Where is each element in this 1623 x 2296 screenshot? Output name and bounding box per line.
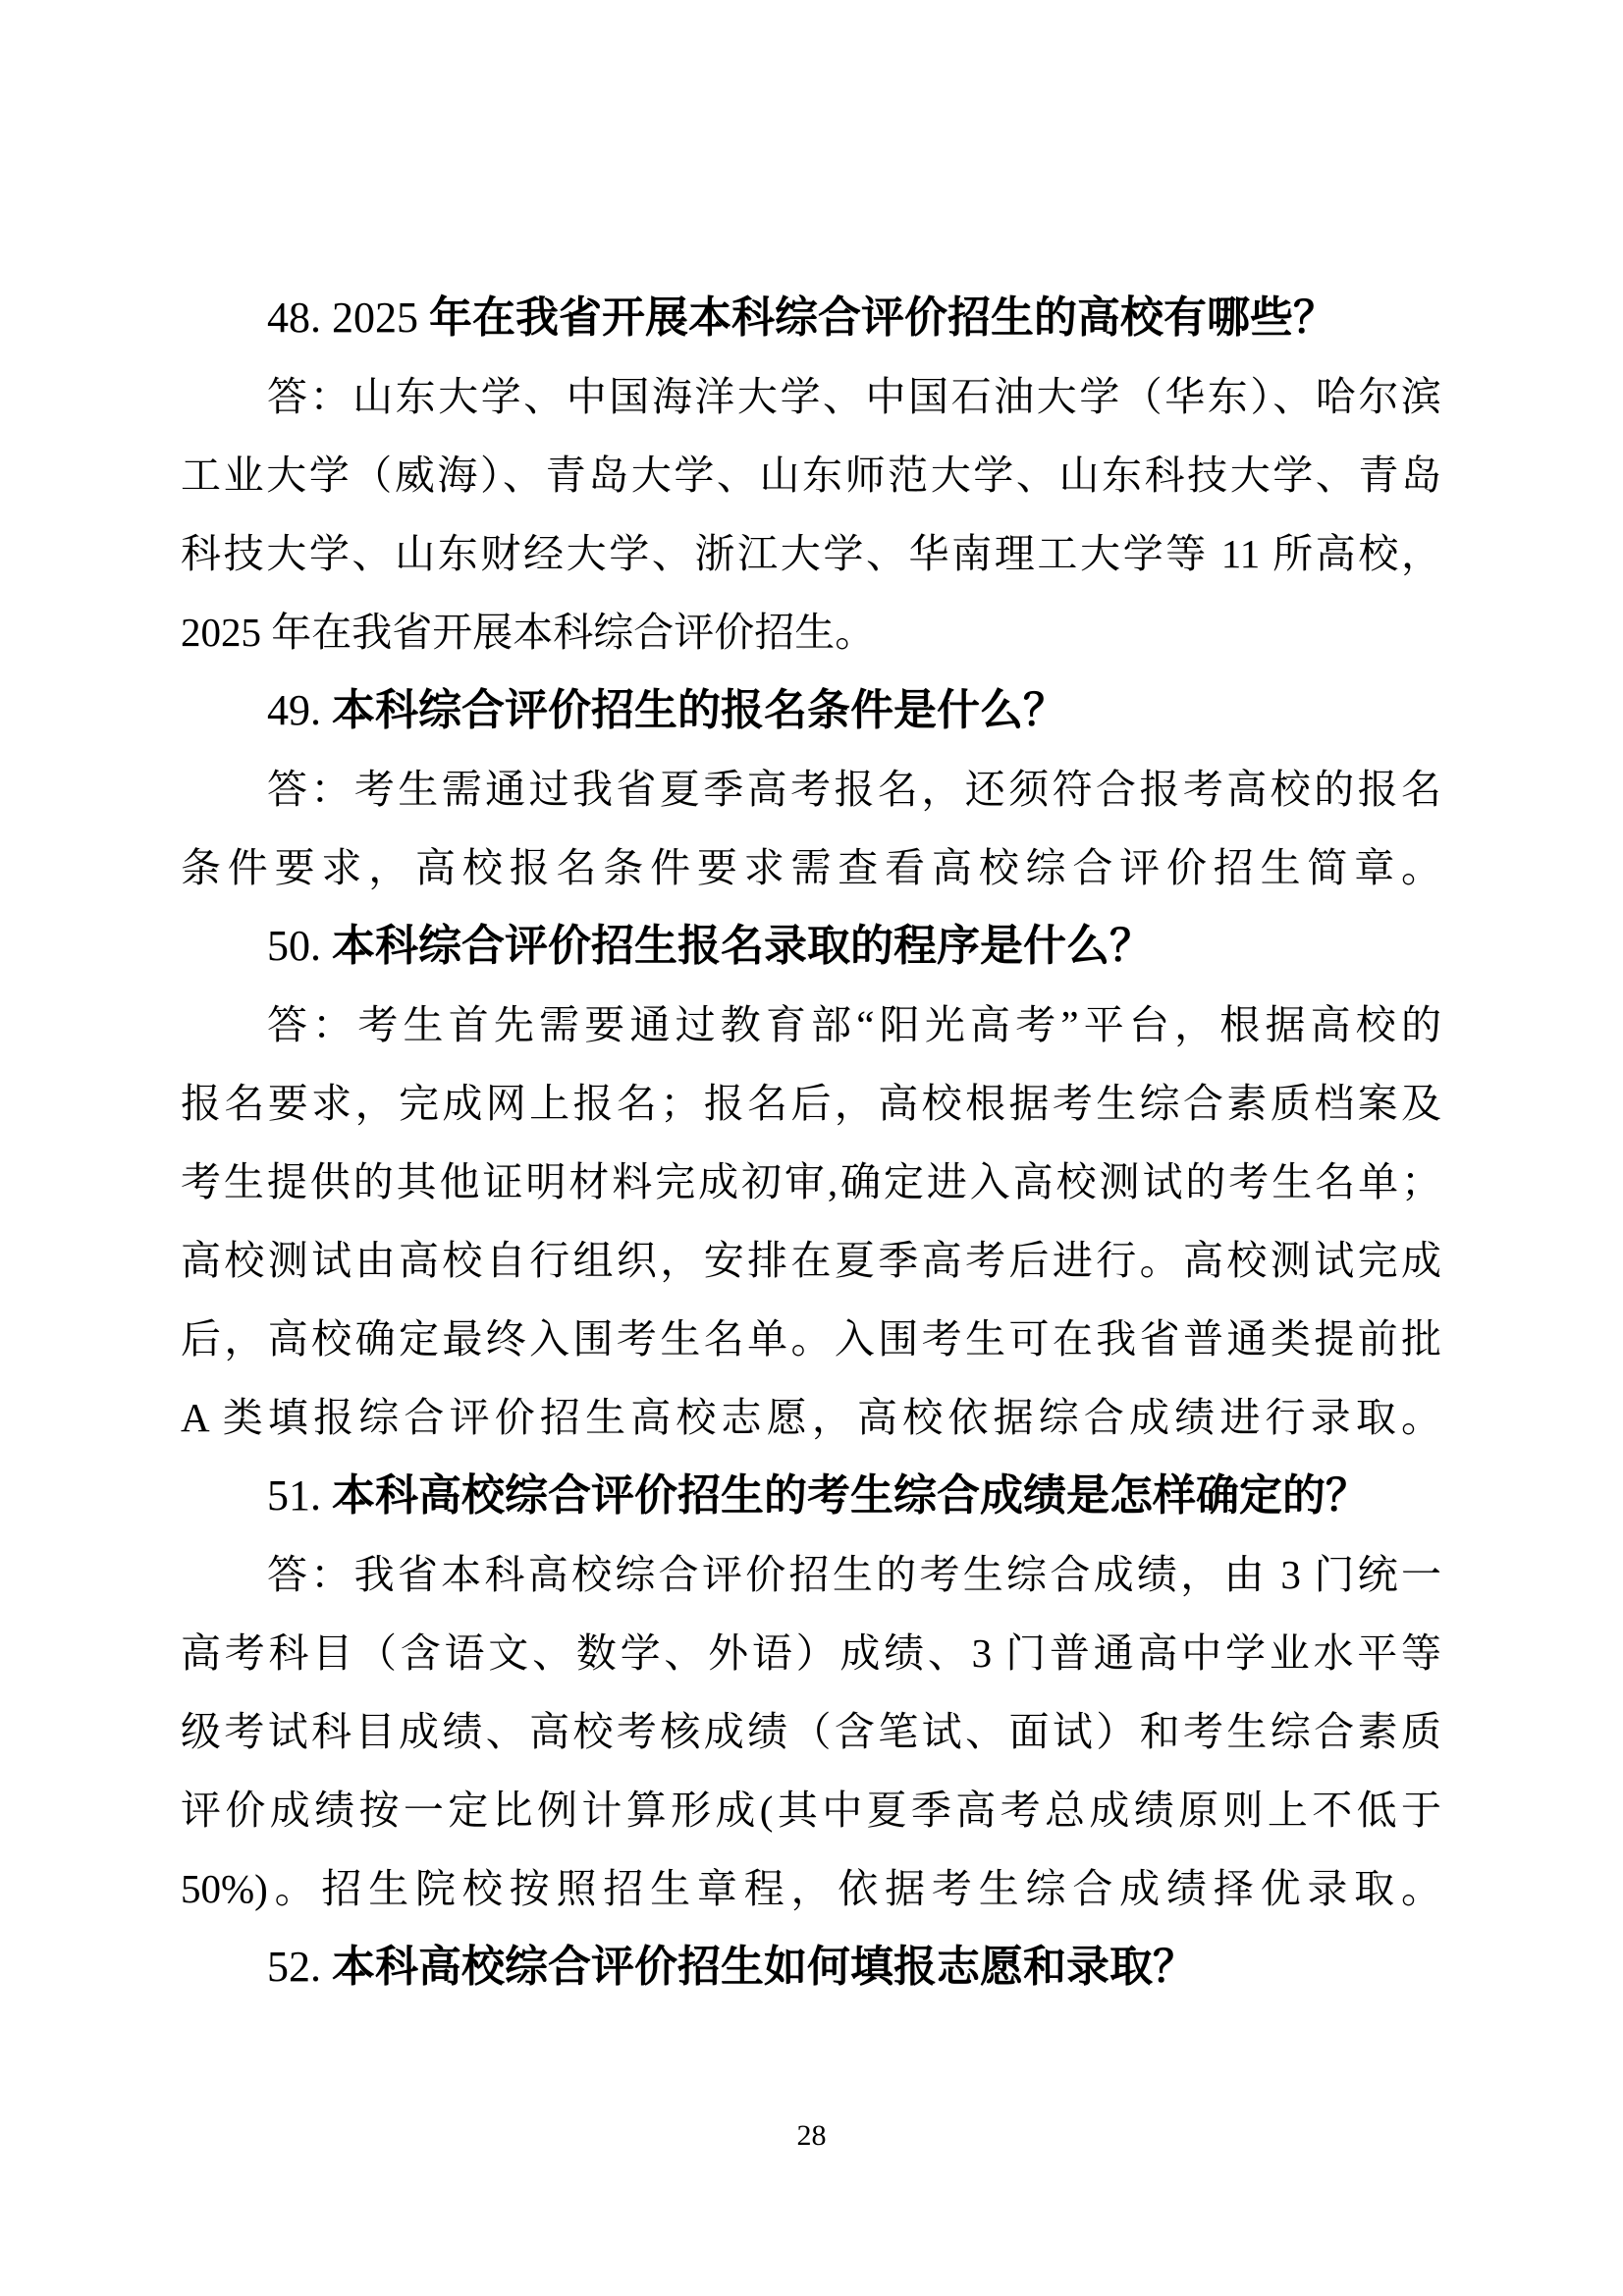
question-heading-line [181,279,1441,357]
question-heading-line [181,1928,1441,2006]
question-heading [181,1457,1441,1535]
answer-line: 评价成绩按一定比例计算形成(其中夏季高考总成绩原则上不低于 [181,1788,1441,1833]
document-content [181,279,1441,2006]
answer-paragraph [181,750,1441,907]
question-heading [181,279,1441,357]
answer-line: 考生提供的其他证明材料完成初审,确定进入高校测试的考生名单； [181,1159,1441,1204]
question-text: 本科高校综合评价招生如何填报志愿和录取？ [332,1943,1196,1991]
answer-line: 科技大学、山东财经大学、浙江大学、华南理工大学等 11 所高校， [181,531,1441,576]
question-number: 52. [267,1943,332,1991]
answer-line: 2025 年在我省开展本科综合评价招生。 [181,610,876,655]
page-number: 28 [796,2119,827,2152]
answer-line: 答：考生首先需要通过教育部“阳光高考”平台，根据高校的 [267,1002,1441,1047]
answer-paragraph [181,986,1441,1457]
answer-line: 后，高校确定最终入围考生名单。入围考生可在我省普通类提前批 [181,1316,1441,1362]
answer-line: 级考试科目成绩、高校考核成绩（含笔试、面试）和考生综合素质 [181,1709,1441,1754]
question-text: 本科综合评价招生报名录取的程序是什么？ [332,922,1153,970]
answer-line: 高考科目（含语文、数学、外语）成绩、3 门普通高中学业水平等 [181,1630,1441,1676]
question-number: 49. [267,686,332,734]
answer-line: 报名要求，完成网上报名；报名后，高校根据考生综合素质档案及 [181,1081,1441,1126]
question-heading [181,671,1441,750]
question-text: 年在我省开展本科综合评价招生的高校有哪些？ [429,294,1336,342]
question-heading [181,907,1441,986]
question-heading-line [181,907,1441,986]
answer-line: 条件要求，高校报名条件要求需查看高校综合评价招生简章。 [181,845,1441,890]
question-number: 48. 2025 [267,294,429,342]
answer-paragraph [181,357,1441,671]
question-text: 本科综合评价招生的报名条件是什么？ [332,686,1066,734]
question-heading-line [181,1457,1441,1535]
answer-line: 高校测试由高校自行组织，安排在夏季高考后进行。高校测试完成 [181,1238,1441,1283]
question-number: 51. [267,1471,332,1520]
question-text: 本科高校综合评价招生的考生综合成绩是怎样确定的？ [332,1471,1369,1520]
answer-line: 答：山东大学、中国海洋大学、中国石油大学（华东）、哈尔滨 [267,374,1441,419]
question-heading-line [181,671,1441,750]
answer-line: 50%)。招生院校按照招生章程，依据考生综合成绩择优录取。 [181,1866,1441,1911]
answer-line: 工业大学（威海）、青岛大学、山东师范大学、山东科技大学、青岛 [181,453,1441,498]
question-heading [181,1928,1441,2006]
answer-line: A 类填报综合评价招生高校志愿，高校依据综合成绩进行录取。 [181,1395,1442,1440]
question-number: 50. [267,922,332,970]
answer-paragraph [181,1535,1441,1928]
answer-line: 答：我省本科高校综合评价招生的考生综合成绩，由 3 门统一 [267,1552,1441,1597]
answer-line: 答：考生需通过我省夏季高考报名，还须符合报考高校的报名 [267,767,1441,812]
